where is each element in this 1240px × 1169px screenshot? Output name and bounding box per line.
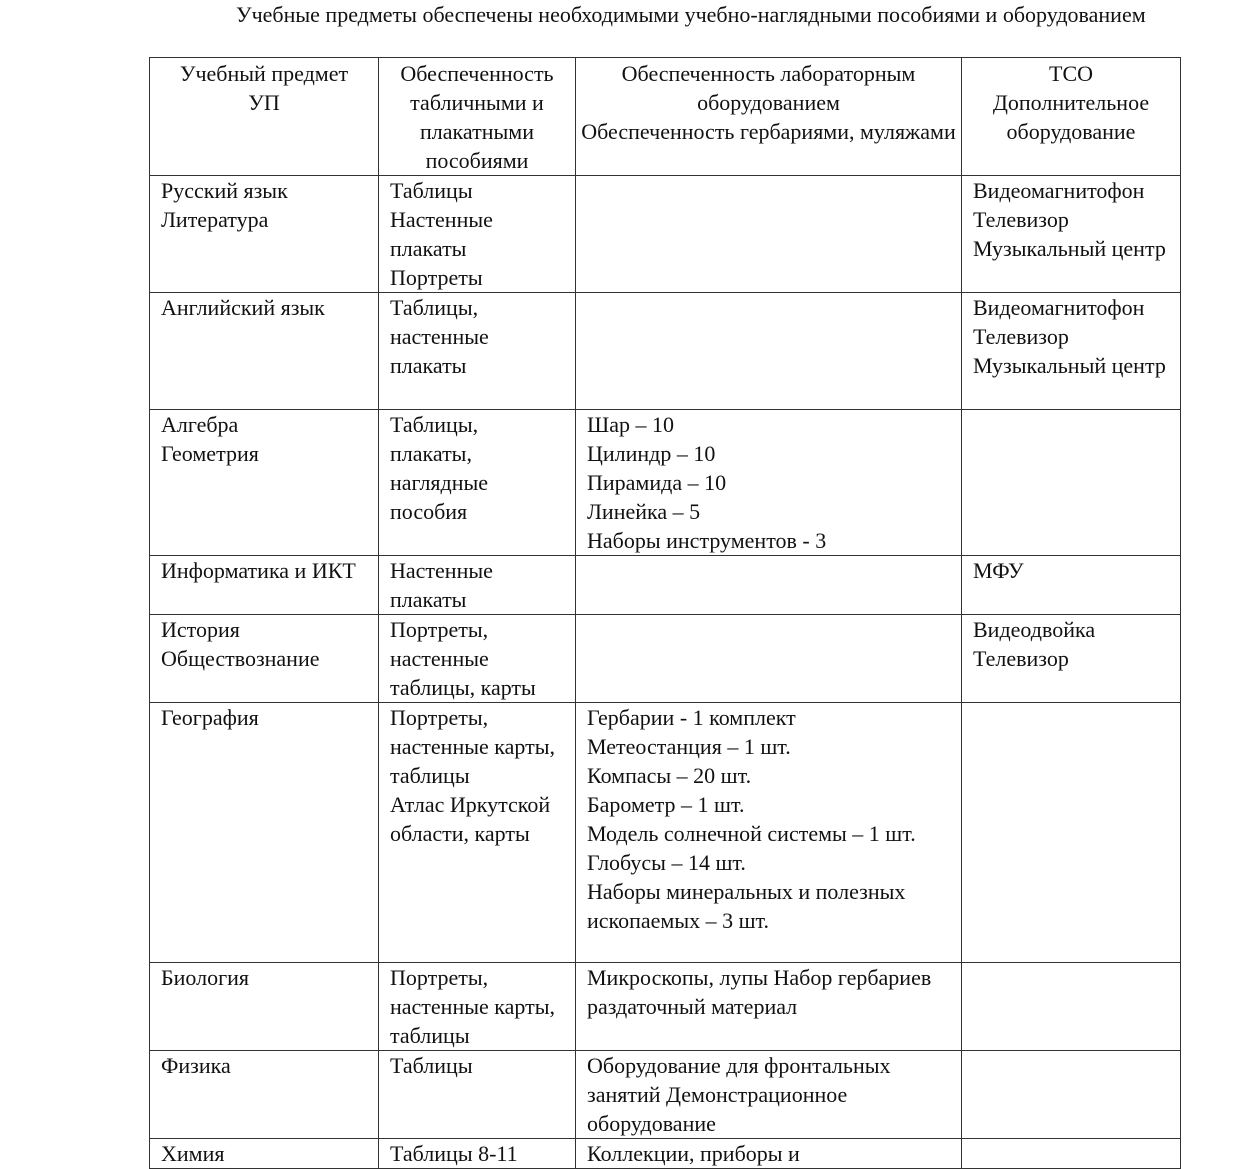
cell-posters: Таблицы, настенные плакаты: [379, 293, 576, 410]
cell-lab: Оборудование для фронтальных занятий Демонстрационное оборудование: [576, 1051, 962, 1139]
cell-subject: География: [150, 703, 379, 963]
table-row: [150, 293, 1181, 410]
table-row: [150, 176, 1181, 293]
cell-subject: Английский язык: [150, 293, 379, 410]
cell-lab: [576, 176, 962, 293]
table-row: [150, 963, 1181, 1051]
cell-tso: Видеодвойка Телевизор: [962, 615, 1181, 703]
header-subject: Учебный предмет УП: [150, 58, 379, 176]
table-row: [150, 1051, 1181, 1139]
table-row: [150, 410, 1181, 556]
cell-subject: Алгебра Геометрия: [150, 410, 379, 556]
cell-posters: Настенные плакаты: [379, 556, 576, 615]
cell-posters: Портреты, настенные карты, таблицы Атлас Иркутской области, карты: [379, 703, 576, 963]
cell-subject: Химия: [150, 1139, 379, 1169]
cell-tso: [962, 703, 1181, 963]
cell-posters: Таблицы Настенные плакаты Портреты: [379, 176, 576, 293]
cell-lab: Микроскопы, лупы Набор гербариев раздаточный материал: [576, 963, 962, 1051]
cell-tso: Видеомагнитофон Телевизор Музыкальный центр: [962, 176, 1181, 293]
intro-paragraph: Учебные предметы обеспечены необходимыми учебно-наглядными пособиями и оборудованием: [236, 2, 1146, 27]
cell-posters: Таблицы, плакаты, наглядные пособия: [379, 410, 576, 556]
table-row: [150, 703, 1181, 963]
cell-posters: Портреты, настенные карты, таблицы: [379, 963, 576, 1051]
cell-subject: Физика: [150, 1051, 379, 1139]
table-row: [150, 1139, 1181, 1169]
cell-posters: Таблицы 8-11: [379, 1139, 576, 1169]
table-header-row: [150, 58, 1181, 176]
header-lab-equipment: Обеспеченность лабораторным оборудованием Обеспеченность гербариями, муляжами: [576, 58, 962, 176]
header-posters: Обеспеченность табличными и плакатными пособиями: [379, 58, 576, 176]
cell-subject: Биология: [150, 963, 379, 1051]
cell-tso: [962, 1139, 1181, 1169]
cell-posters: Таблицы: [379, 1051, 576, 1139]
cell-lab: Шар – 10 Цилиндр – 10 Пирамида – 10 Линейка – 5 Наборы инструментов - 3: [576, 410, 962, 556]
cell-lab: [576, 293, 962, 410]
cell-tso: МФУ: [962, 556, 1181, 615]
cell-subject: Информатика и ИКТ: [150, 556, 379, 615]
cell-subject: История Обществознание: [150, 615, 379, 703]
table-row: [150, 556, 1181, 615]
cell-lab: [576, 615, 962, 703]
cell-posters: Портреты, настенные таблицы, карты: [379, 615, 576, 703]
cell-lab: Гербарии - 1 комплект Метеостанция – 1 шт. Компасы – 20 шт. Барометр – 1 шт. Модель солнечной системы – 1 шт. Глобусы – 14 шт. Наборы минеральных и полезных ископаемых – 3 шт.: [576, 703, 962, 963]
cell-tso: [962, 410, 1181, 556]
cell-lab: [576, 556, 962, 615]
cell-lab: Коллекции, приборы и: [576, 1139, 962, 1169]
equipment-table: [149, 57, 1181, 1169]
cell-tso: Видеомагнитофон Телевизор Музыкальный центр: [962, 293, 1181, 410]
cell-subject: Русский язык Литература: [150, 176, 379, 293]
table-row: [150, 615, 1181, 703]
cell-tso: [962, 963, 1181, 1051]
header-tso: ТСО Дополнительное оборудование: [962, 58, 1181, 176]
cell-tso: [962, 1051, 1181, 1139]
